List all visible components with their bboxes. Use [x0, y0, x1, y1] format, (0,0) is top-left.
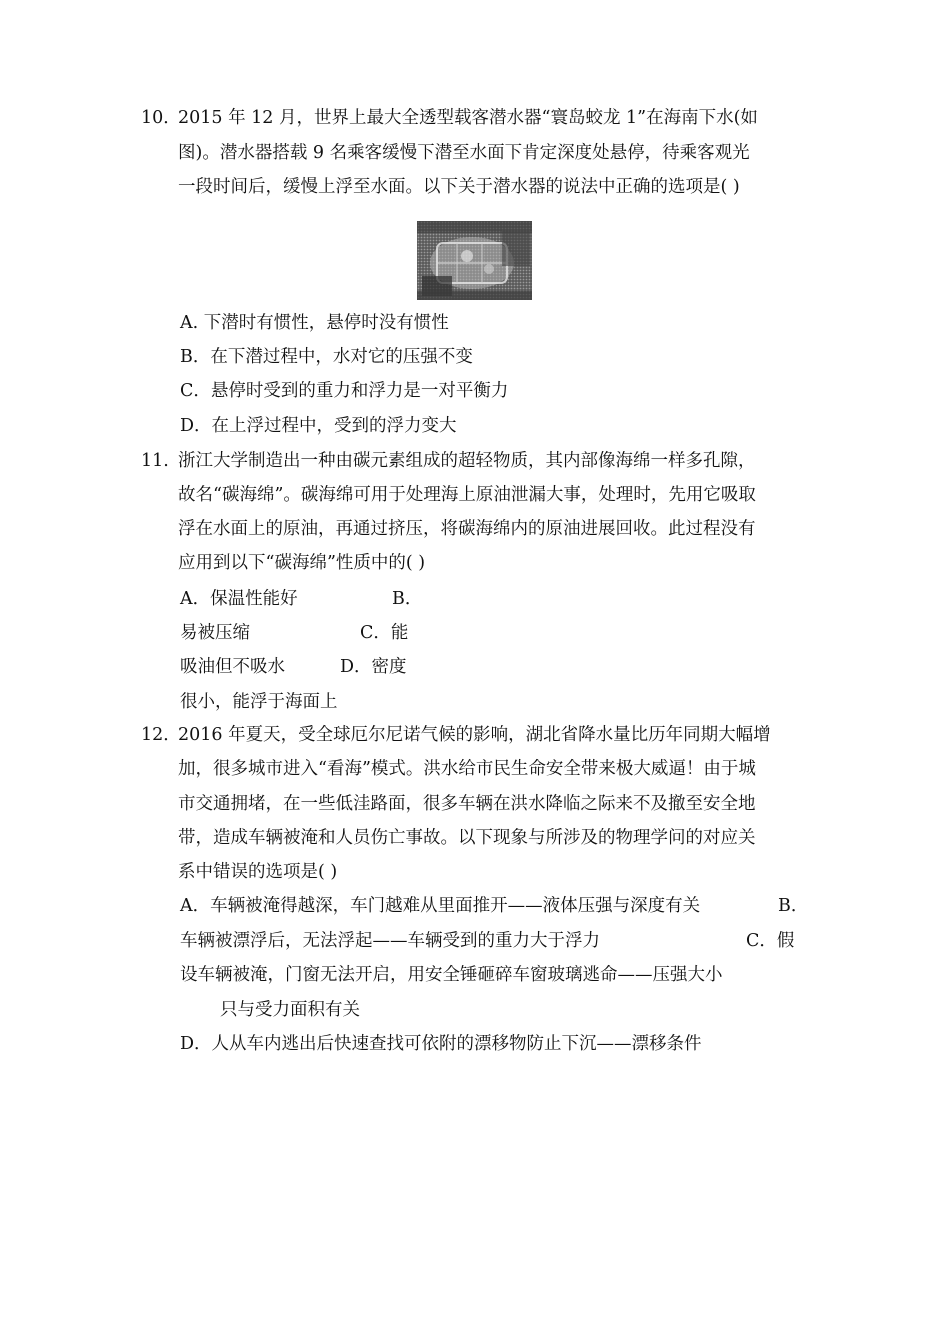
question-12-number: 12． [141, 725, 181, 745]
question-10-line-1: 2015 年 12 月，世界上最大全透型载客潜水器“寰岛蛟龙 1”在海南下水(如 [178, 108, 758, 128]
question-11-option-row-3-left: 吸油但不吸水 [180, 657, 285, 677]
question-12-option-row-3-left: 设车辆被淹，门窗无法开启，用安全锤砸碎车窗玻璃逃命——压强大小 [180, 965, 723, 985]
question-10-line-3: 一段时间后，缓慢上浮至水面。以下关于潜水器的说法中正确的选项是( ) [178, 177, 740, 197]
question-11-line-1: 浙江大学制造出一种由碳元素组成的超轻物质，其内部像海绵一样多孔隙， [178, 451, 756, 471]
question-12-option-row-4-left: 只与受力面积有关 [220, 1000, 360, 1020]
question-11-line-2: 故名“碳海绵”。碳海绵可用于处理海上原油泄漏大事，处理时，先用它吸取 [178, 485, 756, 505]
question-12-option-row-5-left: D．人从车内逃出后快速查找可依附的漂移物防止下沉——漂移条件 [180, 1034, 702, 1054]
question-12-line-5: 系中错误的选项是( ) [178, 862, 338, 882]
question-11-option-row-2-left: 易被压缩 [180, 623, 250, 643]
question-10-number: 10． [141, 108, 181, 128]
question-10-option-a: A. 下潜时有惯性，悬停时没有惯性 [180, 313, 449, 333]
question-11-option-row-2-right: C．能 [360, 623, 409, 643]
question-10-line-2: 图)。潜水器搭载 9 名乘客缓慢下潜至水面下肯定深度处悬停，待乘客观光 [178, 143, 750, 163]
question-10-option-c: C．悬停时受到的重力和浮力是一对平衡力 [180, 381, 509, 401]
submarine-photo-graphic [417, 221, 532, 300]
question-11-option-row-4-left: 很小，能浮于海面上 [180, 692, 338, 712]
question-12-line-3: 市交通拥堵，在一些低洼路面，很多车辆在洪水降临之际来不及撤至安全地 [178, 794, 756, 814]
question-11-option-row-1-right: B． [392, 589, 423, 609]
question-11-option-row-3-right: D．密度 [340, 657, 407, 677]
question-12-option-row-2-right: C．假 [746, 931, 795, 951]
question-11-line-4: 应用到以下“碳海绵”性质中的( ) [178, 553, 426, 573]
question-11-line-3: 浮在水面上的原油，再通过挤压，将碳海绵内的原油进展回收。此过程没有 [178, 519, 756, 539]
question-12-line-2: 加，很多城市进入“看海”模式。洪水给市民生命安全带来极大威逼！由于城 [178, 759, 756, 779]
question-12-option-row-1-right: B． [778, 896, 809, 916]
question-11-number: 11. [141, 451, 169, 471]
question-12-option-row-2-left: 车辆被漂浮后，无法浮起——车辆受到的重力大于浮力 [180, 931, 600, 951]
question-12-line-1: 2016 年夏天，受全球厄尔尼诺气候的影响，湖北省降水量比历年同期大幅增 [178, 725, 771, 745]
question-10-option-b: B．在下潜过程中，水对它的压强不变 [180, 347, 473, 367]
question-11-option-row-1-left: A．保温性能好 [180, 589, 298, 609]
question-12-line-4: 带，造成车辆被淹和人员伤亡事故。以下现象与所涉及的物理学问的对应关 [178, 828, 756, 848]
question-10-option-d: D．在上浮过程中，受到的浮力变大 [180, 416, 457, 436]
submarine-photo [417, 221, 532, 300]
question-12-option-row-1-left: A．车辆被淹得越深，车门越难从里面推开——液体压强与深度有关 [180, 896, 701, 916]
